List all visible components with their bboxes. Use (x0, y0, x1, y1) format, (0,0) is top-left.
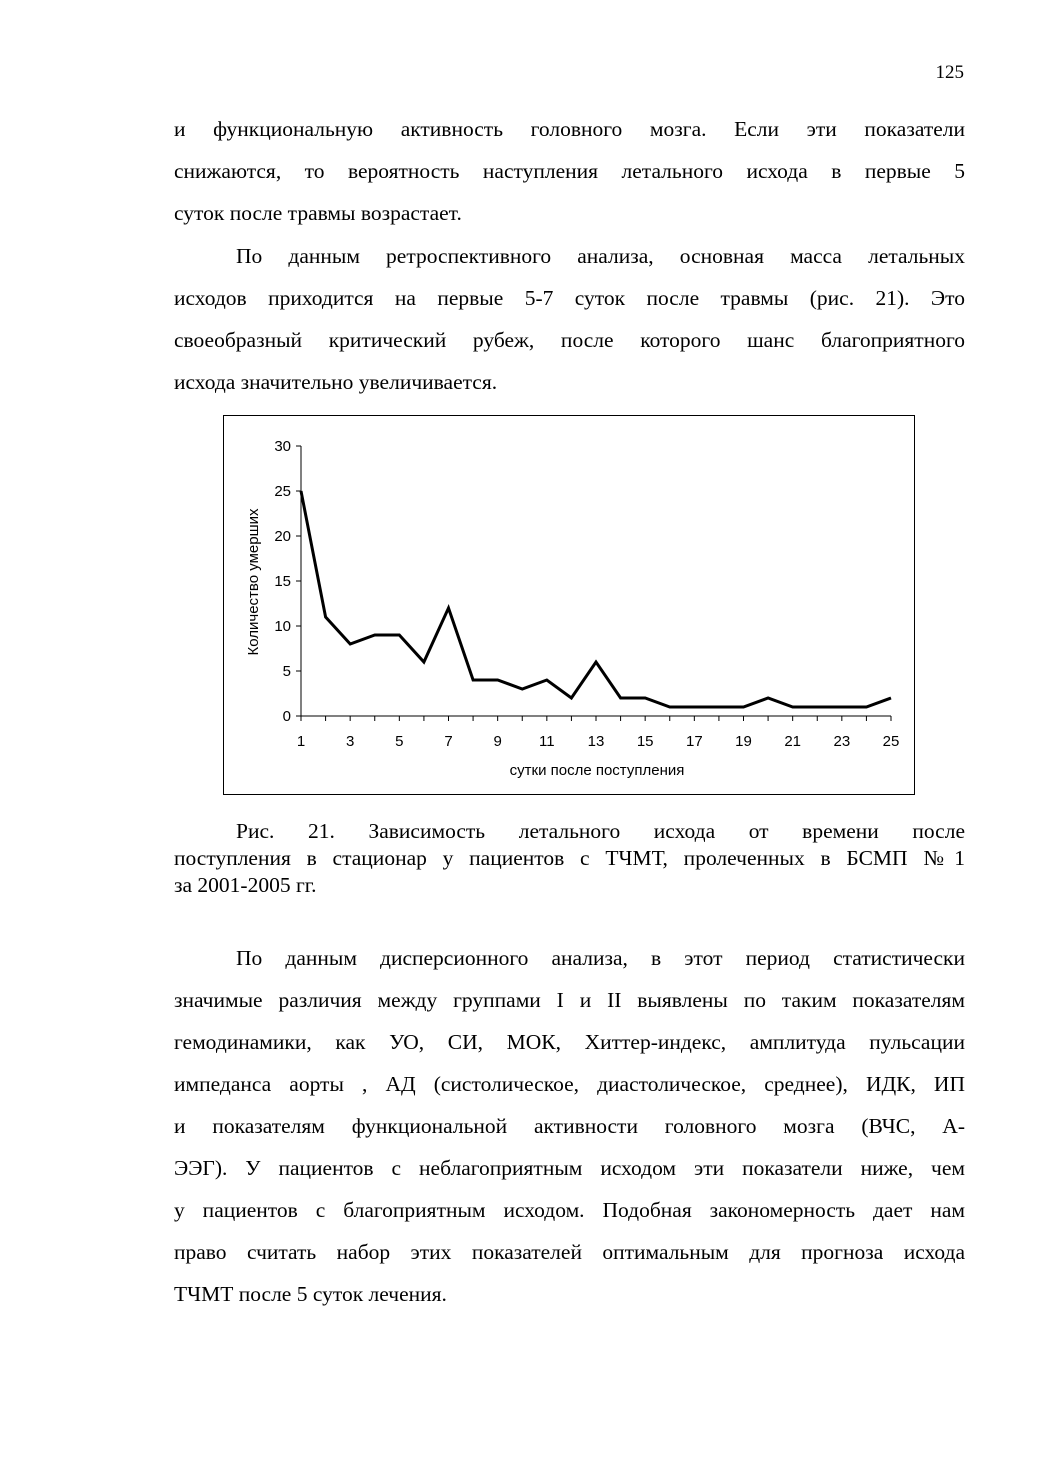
text-line: гемодинамики, как УО, СИ, МОК, Хиттер-индекс, амплитуда пульсации (174, 1030, 965, 1054)
text-line: суток после травмы возрастает. (174, 201, 462, 225)
text-line: ЭЭГ). У пациентов с неблагоприятным исходом эти показатели ниже, чем (174, 1156, 965, 1180)
paragraph-1 (174, 108, 965, 234)
x-tick-label: 7 (444, 733, 453, 750)
chart-points (301, 491, 891, 707)
text-line: значимые различия между группами I и II выявлены по таким показателям (174, 988, 965, 1012)
text-line: исходов приходится на первые 5-7 суток после травмы (рис. 21). Это (174, 286, 965, 310)
y-tick-label: 25 (274, 483, 291, 500)
line-chart (224, 416, 914, 794)
text-line: По данным дисперсионного анализа, в этот период статистически (236, 946, 965, 970)
y-tick-label: 5 (282, 663, 291, 680)
x-tick-label: 15 (636, 733, 654, 750)
caption-line: поступления в стационар у пациентов с ТЧМТ, пролеченных в БСМП №1 (174, 846, 965, 870)
chart-ticks (274, 438, 899, 750)
text-line: у пациентов с благоприятным исходом. Подобная закономерность дает нам (174, 1198, 965, 1222)
x-tick-label: 9 (493, 733, 502, 750)
y-tick-label: 0 (282, 708, 291, 725)
x-tick-label: 3 (345, 733, 355, 750)
text-line: и показателям функциональной активности головного мозга (ВЧС, А- (174, 1114, 965, 1138)
text-line: исхода значительно увеличивается. (174, 370, 498, 394)
paragraph-3 (174, 937, 965, 1315)
figure-21-chart (223, 415, 915, 795)
text-line: и функциональную активность головного мозга. Если эти показатели (174, 117, 965, 141)
text-line: По данным ретроспективного анализа, основная масса летальных (236, 244, 965, 268)
x-tick-label: 25 (882, 733, 900, 750)
x-tick-label: 21 (784, 733, 802, 750)
x-tick-label: 13 (587, 733, 605, 750)
text-line: импеданса аорты , АД (систолическое, диастолическое, среднее), ИДК, ИП (174, 1072, 965, 1096)
text-line: ТЧМТ после 5 суток лечения. (174, 1282, 447, 1306)
x-tick-label: 11 (539, 733, 555, 750)
text-line: своеобразный критический рубеж, после которого шанс благоприятного (174, 328, 965, 352)
x-tick-label: 17 (685, 733, 703, 750)
caption-line: за 2001-2005 гг. (174, 873, 317, 897)
y-axis-label: Количество умерших (245, 508, 262, 656)
caption-line: Рис. 21. Зависимость летального исхода от времени после (236, 819, 965, 843)
chart-axes (301, 446, 891, 716)
page-number: 125 (935, 62, 964, 83)
figure-caption (174, 818, 965, 899)
y-tick-label: 30 (274, 438, 291, 455)
paragraph-2 (174, 235, 965, 403)
y-tick-label: 15 (274, 573, 291, 590)
text-line: право считать набор этих показателей оптимальным для прогноза исхода (174, 1240, 965, 1264)
x-tick-label: 23 (833, 733, 851, 750)
y-tick-label: 20 (274, 528, 291, 545)
y-tick-label: 10 (274, 618, 291, 635)
text-line: снижаются, то вероятность наступления летального исхода в первые 5 (174, 159, 965, 183)
x-tick-label: 19 (735, 733, 752, 750)
deaths-series-line (301, 491, 891, 707)
x-axis-label: сутки после поступления (509, 762, 685, 779)
x-tick-label: 1 (296, 733, 306, 750)
x-tick-label: 5 (395, 733, 404, 750)
